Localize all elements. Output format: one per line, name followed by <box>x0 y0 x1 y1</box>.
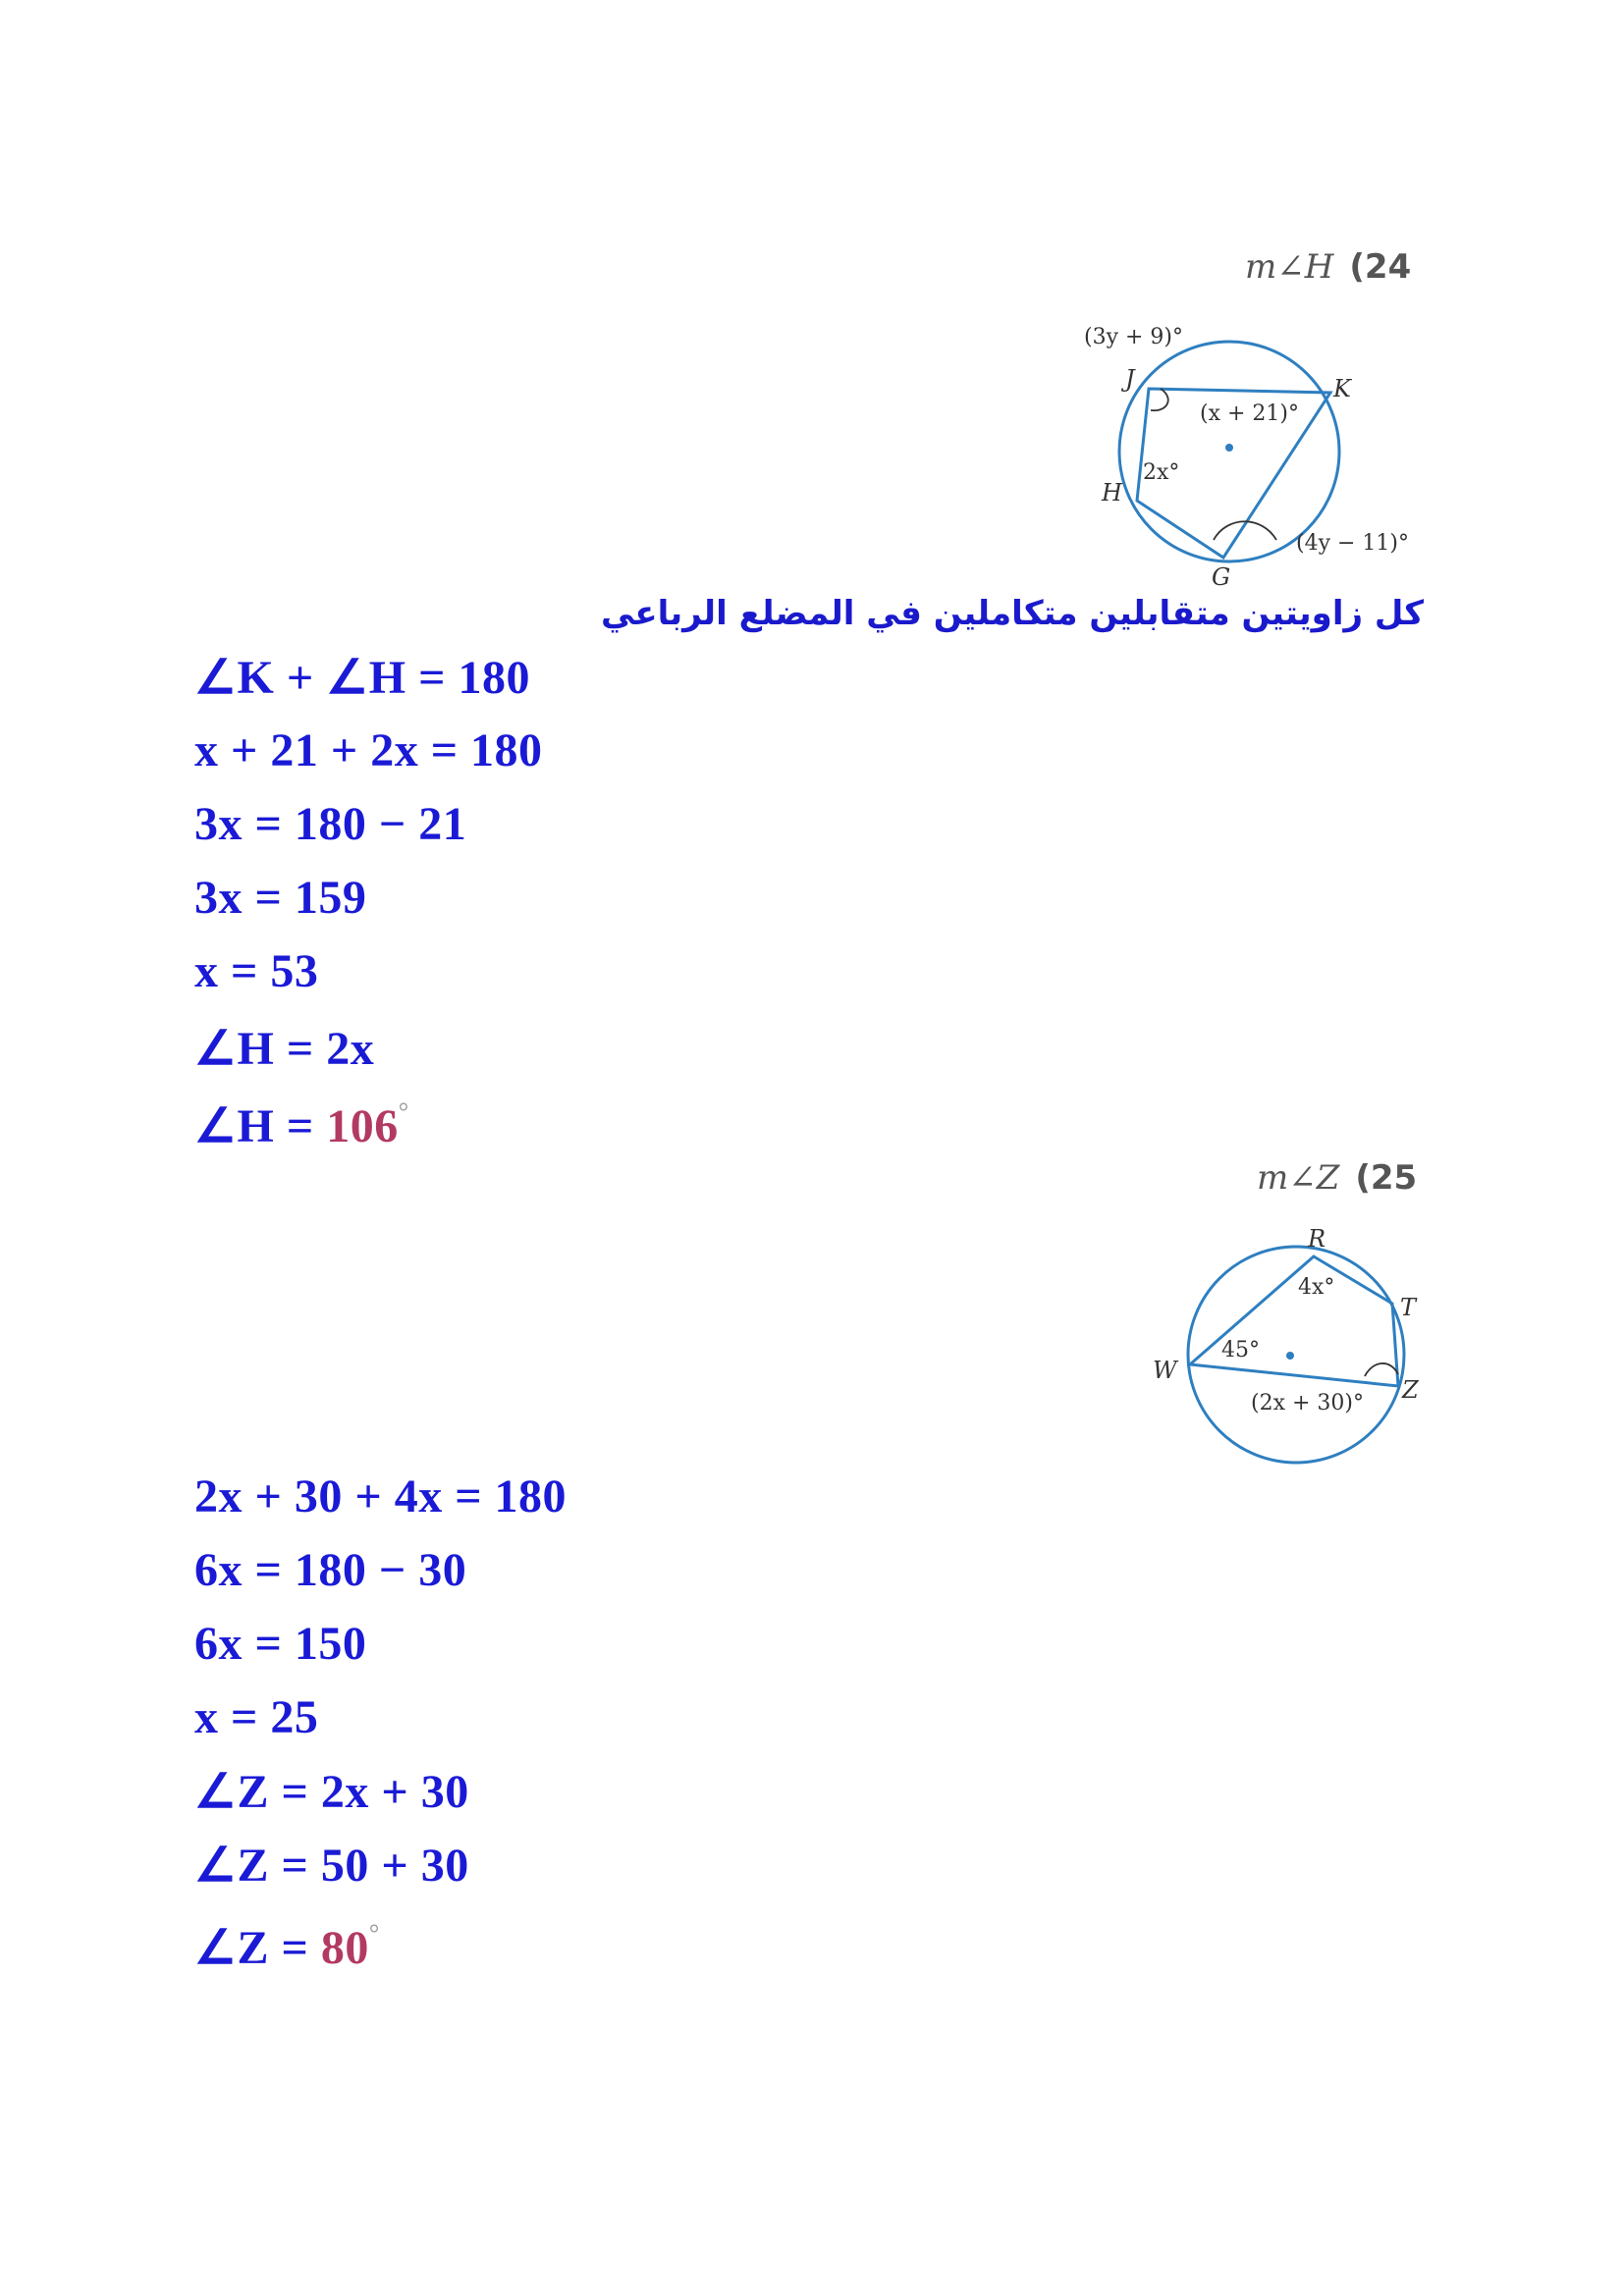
p24-step-4: 3x = 159 <box>194 872 367 924</box>
p25-final-prefix: ∠Z = <box>194 1922 321 1974</box>
p24-step-3: 3x = 180 − 21 <box>194 798 467 850</box>
p25-final-answer: 80 <box>320 1922 369 1974</box>
p24-final-answer: 106 <box>326 1100 399 1152</box>
vertex-g: G <box>1212 563 1231 591</box>
angle-z-label: (2x + 30)° <box>1251 1391 1364 1415</box>
vertex-k: K <box>1333 375 1351 402</box>
angle-k-label: (x + 21)° <box>1200 401 1299 426</box>
problem-25-number: (25 <box>1355 1158 1418 1198</box>
problem-25-label: m∠Z <box>1257 1158 1340 1198</box>
vertex-h: H <box>1102 479 1122 507</box>
vertex-t: T <box>1400 1294 1417 1321</box>
angle-j-label: (3y + 9)° <box>1084 325 1184 349</box>
p25-step-1: 2x + 30 + 4x = 180 <box>194 1470 568 1522</box>
vertex-z: Z <box>1402 1376 1419 1404</box>
arc-mark-j <box>1151 389 1168 410</box>
problem-24-heading <box>1245 247 1411 287</box>
angle-w-label: 45° <box>1221 1338 1260 1362</box>
p24-step-2: x + 21 + 2x = 180 <box>194 724 543 776</box>
quadrilateral-rule-note: كل زاويتين متقابلين متكاملين في المضلع الرباعي <box>601 594 1424 633</box>
p25-step-6: ∠Z = 50 + 30 <box>194 1840 469 1892</box>
problem-25-figure <box>1139 1217 1453 1482</box>
p25-final-degree: ° <box>368 1919 380 1948</box>
p24-final-prefix: ∠H = <box>194 1100 327 1152</box>
p25-step-3: 6x = 150 <box>194 1618 367 1670</box>
circle-25 <box>1188 1247 1404 1463</box>
p25-step-2: 6x = 180 − 30 <box>194 1544 467 1596</box>
p24-step-6: ∠H = 2x <box>194 1023 375 1075</box>
center-dot-24 <box>1225 444 1233 452</box>
p25-step-4: x = 25 <box>194 1691 319 1743</box>
vertex-w: W <box>1153 1357 1177 1384</box>
problem-25-heading <box>1257 1158 1417 1198</box>
vertex-j: J <box>1125 365 1135 393</box>
problem-24-figure <box>1080 304 1453 599</box>
p25-step-5: ∠Z = 2x + 30 <box>194 1766 469 1818</box>
p24-step-1: ∠K + ∠H = 180 <box>194 652 530 704</box>
problem-24-label: m∠H <box>1245 247 1334 287</box>
arc-mark-z <box>1365 1363 1398 1376</box>
p24-final <box>194 1097 409 1153</box>
angle-r-label: 4x° <box>1298 1275 1335 1300</box>
problem-24-number: (24 <box>1349 247 1412 287</box>
p24-final-degree: ° <box>398 1097 409 1126</box>
vertex-r: R <box>1308 1225 1326 1253</box>
center-dot-25 <box>1286 1352 1294 1360</box>
angle-g-label: (4y − 11)° <box>1296 531 1410 556</box>
angle-h-label: 2x° <box>1143 460 1180 485</box>
p24-step-5: x = 53 <box>194 945 319 997</box>
p25-final <box>194 1919 380 1975</box>
